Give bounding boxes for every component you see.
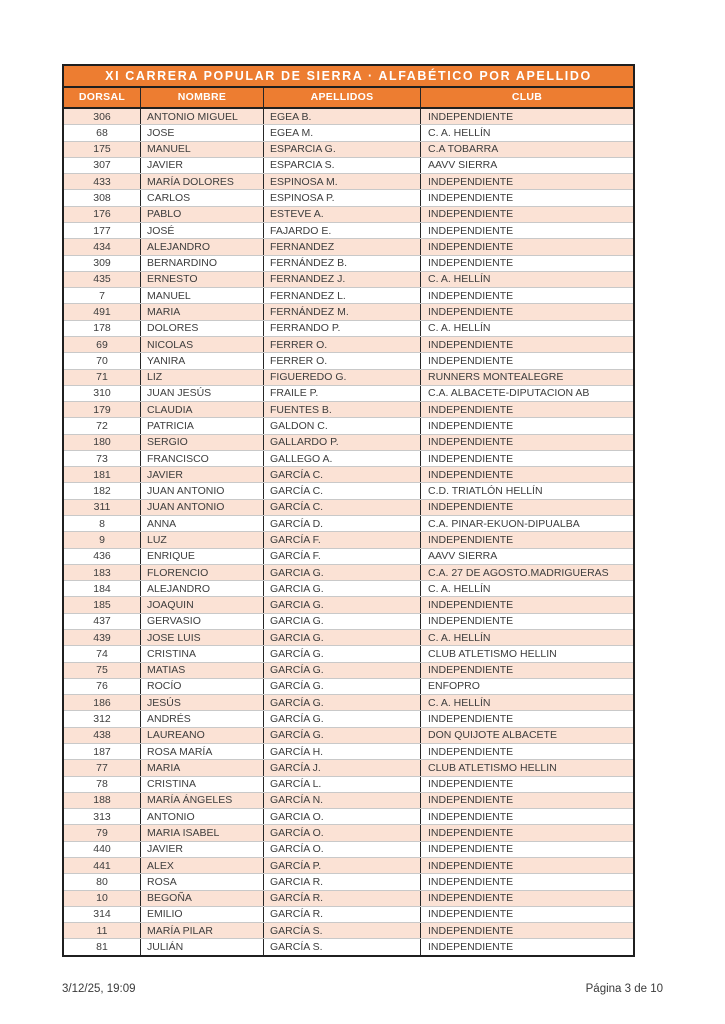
table-row	[64, 711, 633, 727]
cell-nombre: CRISTINA	[141, 777, 264, 792]
table-row	[64, 174, 633, 190]
cell-apellidos: GARCÍA J.	[264, 760, 421, 775]
cell-club: INDEPENDIENTE	[428, 436, 514, 449]
cell-nombre: ALEJANDRO	[141, 239, 264, 254]
cell-dorsal: 436	[64, 549, 141, 564]
table-row	[64, 304, 633, 320]
cell-nombre: MANUEL	[141, 288, 264, 303]
table-row	[64, 435, 633, 451]
cell-dorsal: 441	[64, 858, 141, 873]
cell-nombre: JOSE	[141, 125, 264, 140]
table-row	[64, 858, 633, 874]
cell-apellidos: GARCÍA F.	[264, 532, 421, 547]
cell-club: INDEPENDIENTE	[428, 354, 514, 367]
cell-dorsal: 7	[64, 288, 141, 303]
cell-dorsal: 69	[64, 337, 141, 352]
cell-dorsal: 73	[64, 451, 141, 466]
cell-dorsal: 182	[64, 483, 141, 498]
cell-club: INDEPENDIENTE	[428, 924, 514, 937]
cell-club: AAVV SIERRA	[428, 550, 498, 563]
cell-apellidos: GARCIA G.	[264, 565, 421, 580]
cell-club: INDEPENDIENTE	[428, 452, 514, 465]
cell-club: INDEPENDIENTE	[428, 338, 514, 351]
cell-nombre: BERNARDINO	[141, 256, 264, 271]
table-row	[64, 760, 633, 776]
table-row	[64, 239, 633, 255]
cell-club: INDEPENDIENTE	[428, 257, 514, 270]
cell-apellidos: ESPARCIA G.	[264, 142, 421, 157]
cell-apellidos: GARCÍA G.	[264, 728, 421, 743]
cell-nombre: JOSE LUIS	[141, 630, 264, 645]
cell-dorsal: 68	[64, 125, 141, 140]
cell-club: C. A. HELLÍN	[428, 631, 491, 644]
cell-nombre: JAVIER	[141, 158, 264, 173]
cell-nombre: PABLO	[141, 207, 264, 222]
table-row	[64, 402, 633, 418]
cell-dorsal: 435	[64, 272, 141, 287]
cell-club: INDEPENDIENTE	[428, 859, 514, 872]
cell-apellidos: FERRER O.	[264, 337, 421, 352]
cell-dorsal: 77	[64, 760, 141, 775]
cell-dorsal: 183	[64, 565, 141, 580]
cell-nombre: CLAUDIA	[141, 402, 264, 417]
table-header-row	[64, 88, 633, 109]
cell-dorsal: 178	[64, 321, 141, 336]
table-title: XI CARRERA POPULAR DE SIERRA · ALFABÉTICO POR APELLIDO	[64, 66, 633, 88]
cell-nombre: ROSA MARÍA	[141, 744, 264, 759]
cell-dorsal: 179	[64, 402, 141, 417]
cell-apellidos: GARCÍA G.	[264, 646, 421, 661]
cell-nombre: LAUREANO	[141, 728, 264, 743]
cell-club: ENFOPRO	[428, 680, 480, 693]
cell-nombre: ANDRÉS	[141, 711, 264, 726]
table-row	[64, 842, 633, 858]
column-header-club: CLUB	[511, 91, 543, 103]
column-header-nombre: NOMBRE	[141, 88, 264, 107]
table-row	[64, 695, 633, 711]
table-row	[64, 793, 633, 809]
cell-apellidos: GARCÍA S.	[264, 923, 421, 938]
cell-nombre: JAVIER	[141, 467, 264, 482]
cell-nombre: MANUEL	[141, 142, 264, 157]
cell-club: INDEPENDIENTE	[428, 745, 514, 758]
table-row	[64, 630, 633, 646]
cell-apellidos: GARCÍA G.	[264, 711, 421, 726]
table-row	[64, 256, 633, 272]
table-row	[64, 337, 633, 353]
cell-dorsal: 312	[64, 711, 141, 726]
cell-club: INDEPENDIENTE	[428, 615, 514, 628]
cell-dorsal: 434	[64, 239, 141, 254]
cell-club: CLUB ATLETISMO HELLIN	[428, 647, 557, 660]
table-row	[64, 451, 633, 467]
cell-apellidos: GARCÍA C.	[264, 483, 421, 498]
table-row	[64, 483, 633, 499]
cell-club: INDEPENDIENTE	[428, 892, 514, 905]
table-row	[64, 125, 633, 141]
cell-club: INDEPENDIENTE	[428, 713, 514, 726]
table-row	[64, 663, 633, 679]
cell-apellidos: EGEA B.	[264, 109, 421, 124]
cell-dorsal: 491	[64, 304, 141, 319]
cell-dorsal: 175	[64, 142, 141, 157]
cell-dorsal: 180	[64, 435, 141, 450]
cell-dorsal: 440	[64, 842, 141, 857]
cell-apellidos: ESPARCIA S.	[264, 158, 421, 173]
cell-apellidos: GARCÍA O.	[264, 842, 421, 857]
column-header-dorsal: DORSAL	[64, 88, 141, 107]
cell-apellidos: GARCIA G.	[264, 581, 421, 596]
cell-club: INDEPENDIENTE	[428, 289, 514, 302]
cell-club: INDEPENDIENTE	[428, 110, 514, 123]
cell-nombre: MARÍA ÁNGELES	[141, 793, 264, 808]
cell-apellidos: GARCÍA O.	[264, 825, 421, 840]
cell-club: C. A. HELLÍN	[428, 322, 491, 335]
cell-nombre: FLORENCIO	[141, 565, 264, 580]
cell-club: C. A. HELLÍN	[428, 273, 491, 286]
cell-dorsal: 310	[64, 386, 141, 401]
cell-nombre: MARÍA DOLORES	[141, 174, 264, 189]
cell-dorsal: 81	[64, 939, 141, 954]
cell-nombre: JESÚS	[141, 695, 264, 710]
table-row	[64, 142, 633, 158]
cell-club: C. A. HELLÍN	[428, 696, 491, 709]
cell-apellidos: GARCÍA S.	[264, 939, 421, 954]
cell-dorsal: 71	[64, 370, 141, 385]
column-header-apellidos: APELLIDOS	[264, 88, 421, 107]
table-row	[64, 272, 633, 288]
table-row	[64, 809, 633, 825]
cell-club: C.D. TRIATLÓN HELLÍN	[428, 485, 543, 498]
cell-dorsal: 313	[64, 809, 141, 824]
table-row	[64, 923, 633, 939]
cell-apellidos: GARCIA G.	[264, 614, 421, 629]
table-body	[64, 109, 633, 955]
cell-nombre: LIZ	[141, 370, 264, 385]
table-row	[64, 353, 633, 369]
cell-dorsal: 176	[64, 207, 141, 222]
cell-nombre: YANIRA	[141, 353, 264, 368]
cell-dorsal: 78	[64, 777, 141, 792]
cell-club: C.A. PINAR-EKUON-DIPUALBA	[428, 517, 580, 530]
cell-apellidos: GARCIA G.	[264, 630, 421, 645]
cell-nombre: EMILIO	[141, 907, 264, 922]
cell-nombre: JOAQUIN	[141, 597, 264, 612]
cell-dorsal: 187	[64, 744, 141, 759]
table-row	[64, 223, 633, 239]
cell-dorsal: 70	[64, 353, 141, 368]
cell-apellidos: GARCIA R.	[264, 874, 421, 889]
footer-page-number: Página 3 de 10	[585, 983, 663, 995]
cell-apellidos: GALLARDO P.	[264, 435, 421, 450]
table-row	[64, 190, 633, 206]
cell-nombre: ERNESTO	[141, 272, 264, 287]
table-row	[64, 744, 633, 760]
cell-dorsal: 309	[64, 256, 141, 271]
table-row	[64, 825, 633, 841]
cell-dorsal: 10	[64, 891, 141, 906]
cell-dorsal: 439	[64, 630, 141, 645]
cell-nombre: MATIAS	[141, 663, 264, 678]
cell-dorsal: 308	[64, 190, 141, 205]
table-row	[64, 288, 633, 304]
cell-dorsal: 438	[64, 728, 141, 743]
cell-dorsal: 186	[64, 695, 141, 710]
table-row	[64, 891, 633, 907]
cell-club: INDEPENDIENTE	[428, 468, 514, 481]
cell-apellidos: GARCÍA H.	[264, 744, 421, 759]
cell-club: C.A. ALBACETE-DIPUTACION AB	[428, 387, 590, 400]
cell-club: INDEPENDIENTE	[428, 843, 514, 856]
cell-nombre: FRANCISCO	[141, 451, 264, 466]
cell-apellidos: FERNÁNDEZ M.	[264, 304, 421, 319]
cell-apellidos: FRAILE P.	[264, 386, 421, 401]
cell-apellidos: FERNÁNDEZ B.	[264, 256, 421, 271]
cell-apellidos: FERNANDEZ J.	[264, 272, 421, 287]
cell-apellidos: FERRANDO P.	[264, 321, 421, 336]
cell-club: INDEPENDIENTE	[428, 827, 514, 840]
cell-nombre: JUAN JESÚS	[141, 386, 264, 401]
cell-club: INDEPENDIENTE	[428, 403, 514, 416]
table-row	[64, 532, 633, 548]
cell-club: INDEPENDIENTE	[428, 192, 514, 205]
cell-apellidos: ESTEVE A.	[264, 207, 421, 222]
cell-club: CLUB ATLETISMO HELLIN	[428, 761, 557, 774]
cell-apellidos: FERNANDEZ	[264, 239, 421, 254]
cell-nombre: MARÍA PILAR	[141, 923, 264, 938]
cell-dorsal: 185	[64, 597, 141, 612]
table-row	[64, 777, 633, 793]
cell-apellidos: GARCIA O.	[264, 809, 421, 824]
cell-nombre: ENRIQUE	[141, 549, 264, 564]
cell-apellidos: GARCÍA D.	[264, 516, 421, 531]
cell-apellidos: FUENTES B.	[264, 402, 421, 417]
cell-club: INDEPENDIENTE	[428, 794, 514, 807]
cell-nombre: SERGIO	[141, 435, 264, 450]
cell-club: C.A. 27 DE AGOSTO.MADRIGUERAS	[428, 566, 609, 579]
cell-club: INDEPENDIENTE	[428, 240, 514, 253]
cell-nombre: BEGOÑA	[141, 891, 264, 906]
cell-nombre: GERVASIO	[141, 614, 264, 629]
table-row	[64, 581, 633, 597]
cell-dorsal: 307	[64, 158, 141, 173]
cell-club: C.A TOBARRA	[428, 143, 499, 156]
table-row	[64, 907, 633, 923]
cell-nombre: ALEX	[141, 858, 264, 873]
table-row	[64, 549, 633, 565]
cell-club: INDEPENDIENTE	[428, 224, 514, 237]
table-row	[64, 386, 633, 402]
cell-dorsal: 177	[64, 223, 141, 238]
cell-club: C. A. HELLÍN	[428, 126, 491, 139]
cell-club: INDEPENDIENTE	[428, 533, 514, 546]
cell-apellidos: GARCÍA R.	[264, 891, 421, 906]
cell-apellidos: GARCÍA N.	[264, 793, 421, 808]
cell-apellidos: GARCÍA G.	[264, 663, 421, 678]
cell-apellidos: ESPINOSA P.	[264, 190, 421, 205]
cell-apellidos: GARCÍA C.	[264, 500, 421, 515]
cell-apellidos: FERRER O.	[264, 353, 421, 368]
race-results-table	[62, 64, 635, 957]
cell-apellidos: ESPINOSA M.	[264, 174, 421, 189]
cell-dorsal: 9	[64, 532, 141, 547]
cell-dorsal: 80	[64, 874, 141, 889]
cell-dorsal: 184	[64, 581, 141, 596]
table-row	[64, 939, 633, 954]
cell-club: INDEPENDIENTE	[428, 778, 514, 791]
table-row	[64, 565, 633, 581]
cell-club: INDEPENDIENTE	[428, 875, 514, 888]
cell-club: INDEPENDIENTE	[428, 599, 514, 612]
table-row	[64, 321, 633, 337]
cell-nombre: JAVIER	[141, 842, 264, 857]
cell-club: INDEPENDIENTE	[428, 664, 514, 677]
cell-apellidos: GARCÍA P.	[264, 858, 421, 873]
cell-dorsal: 75	[64, 663, 141, 678]
cell-apellidos: FAJARDO E.	[264, 223, 421, 238]
cell-apellidos: FIGUEREDO G.	[264, 370, 421, 385]
cell-club: INDEPENDIENTE	[428, 908, 514, 921]
table-row	[64, 109, 633, 125]
cell-dorsal: 76	[64, 679, 141, 694]
table-row	[64, 500, 633, 516]
cell-nombre: PATRICIA	[141, 418, 264, 433]
cell-apellidos: FERNANDEZ L.	[264, 288, 421, 303]
cell-nombre: CRISTINA	[141, 646, 264, 661]
cell-nombre: ANTONIO	[141, 809, 264, 824]
cell-nombre: ROSA	[141, 874, 264, 889]
cell-dorsal: 72	[64, 418, 141, 433]
table-row	[64, 418, 633, 434]
cell-club: C. A. HELLÍN	[428, 582, 491, 595]
table-row	[64, 728, 633, 744]
cell-nombre: JUAN ANTONIO	[141, 500, 264, 515]
cell-apellidos: GARCÍA F.	[264, 549, 421, 564]
cell-apellidos: GARCÍA R.	[264, 907, 421, 922]
cell-nombre: CARLOS	[141, 190, 264, 205]
table-row	[64, 874, 633, 890]
cell-apellidos: GARCÍA C.	[264, 467, 421, 482]
table-row	[64, 467, 633, 483]
cell-club: RUNNERS MONTEALEGRE	[428, 371, 564, 384]
cell-nombre: ANTONIO MIGUEL	[141, 109, 264, 124]
footer-datetime: 3/12/25, 19:09	[62, 983, 136, 995]
cell-dorsal: 11	[64, 923, 141, 938]
cell-nombre: DOLORES	[141, 321, 264, 336]
table-row	[64, 516, 633, 532]
cell-club: INDEPENDIENTE	[428, 810, 514, 823]
cell-apellidos: EGEA M.	[264, 125, 421, 140]
cell-nombre: MARIA	[141, 760, 264, 775]
cell-club: INDEPENDIENTE	[428, 208, 514, 221]
table-row	[64, 158, 633, 174]
cell-nombre: MARIA	[141, 304, 264, 319]
cell-club: INDEPENDIENTE	[428, 306, 514, 319]
cell-club: INDEPENDIENTE	[428, 940, 514, 953]
cell-apellidos: GALLEGO A.	[264, 451, 421, 466]
cell-dorsal: 181	[64, 467, 141, 482]
table-row	[64, 614, 633, 630]
cell-nombre: ALEJANDRO	[141, 581, 264, 596]
cell-club: INDEPENDIENTE	[428, 501, 514, 514]
cell-nombre: LUZ	[141, 532, 264, 547]
cell-nombre: MARIA ISABEL	[141, 825, 264, 840]
cell-apellidos: GARCÍA L.	[264, 777, 421, 792]
table-row	[64, 646, 633, 662]
cell-apellidos: GARCÍA G.	[264, 695, 421, 710]
cell-nombre: ANNA	[141, 516, 264, 531]
table-row	[64, 679, 633, 695]
cell-dorsal: 311	[64, 500, 141, 515]
cell-club: INDEPENDIENTE	[428, 175, 514, 188]
cell-dorsal: 188	[64, 793, 141, 808]
table-row	[64, 597, 633, 613]
cell-apellidos: GALDON C.	[264, 418, 421, 433]
cell-dorsal: 306	[64, 109, 141, 124]
cell-nombre: JOSÉ	[141, 223, 264, 238]
cell-dorsal: 314	[64, 907, 141, 922]
cell-dorsal: 433	[64, 174, 141, 189]
cell-club: AAVV SIERRA	[428, 159, 498, 172]
cell-apellidos: GARCÍA G.	[264, 679, 421, 694]
cell-dorsal: 74	[64, 646, 141, 661]
cell-dorsal: 79	[64, 825, 141, 840]
cell-club: INDEPENDIENTE	[428, 419, 514, 432]
cell-club: DON QUIJOTE ALBACETE	[428, 729, 557, 742]
table-row	[64, 207, 633, 223]
cell-dorsal: 437	[64, 614, 141, 629]
cell-nombre: NICOLAS	[141, 337, 264, 352]
cell-dorsal: 8	[64, 516, 141, 531]
cell-nombre: ROCÍO	[141, 679, 264, 694]
cell-nombre: JULIÁN	[141, 939, 264, 954]
cell-apellidos: GARCIA G.	[264, 597, 421, 612]
cell-nombre: JUAN ANTONIO	[141, 483, 264, 498]
table-row	[64, 370, 633, 386]
